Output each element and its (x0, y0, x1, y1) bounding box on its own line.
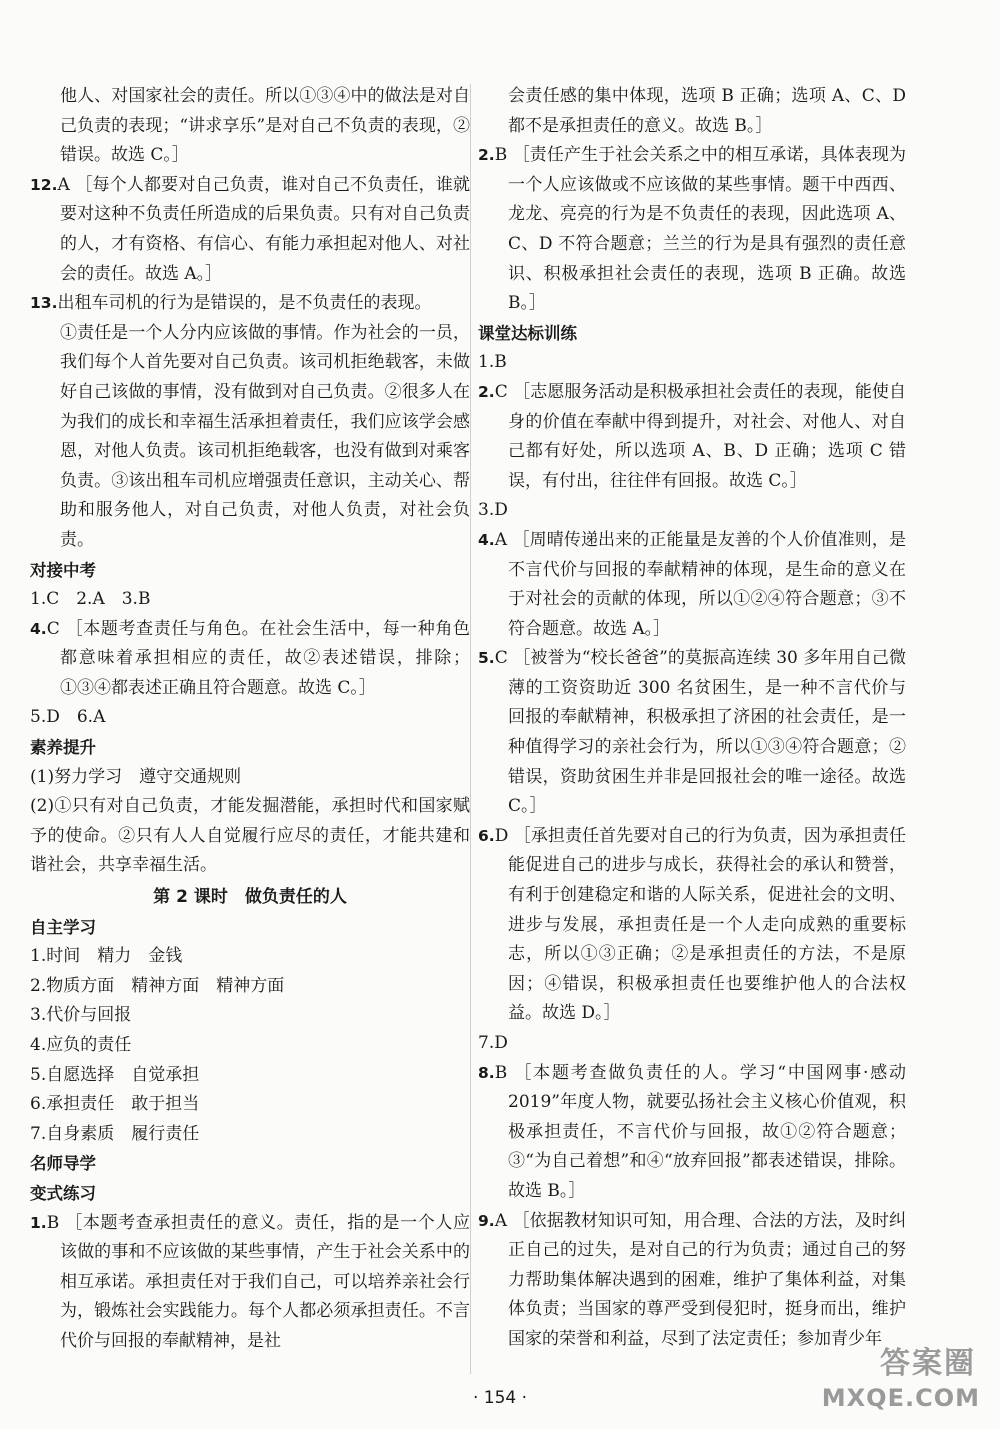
answer-text: C ［志愿服务活动是积极承担社会责任的表现，能使自身的价值在奉献中得到提升，对社会、对他人、对自己都有好处，所以选项 A、B、D 正确；选项 C 错误，有付出，往往伴有回报。故选 C。］ (494, 381, 906, 491)
answer-line: 4.应负的责任 (30, 1035, 132, 1055)
answer-z4 (30, 615, 470, 704)
section-heading: 对接中考 (30, 560, 96, 580)
answer-line: 5.自愿选择 自觉承担 (30, 1064, 200, 1085)
answer-line: 1.时间 精力 金钱 (30, 946, 183, 967)
answer-number: 13. (30, 294, 58, 313)
answer-text: C ［本题考查责任与角色。在社会生活中，每一种角色都意味着承担相应的责任，故②表述错误，排除；①③④都表述正确且符合题意。故选 C。］ (46, 618, 470, 698)
watermark-url: MXQE.COM (821, 1384, 980, 1412)
answer-line: 7.D (478, 1033, 508, 1053)
answer-number: 6. (478, 826, 495, 845)
answer-number: 9. (478, 1211, 495, 1230)
answer-line: 7.自身素质 履行责任 (30, 1123, 200, 1144)
section-heading: 课堂达标训练 (478, 323, 577, 343)
answer-text: D ［承担责任首先要对自己的行为负责，因为承担责任能促进自己的进步与成长，获得社会的承认和赞誉，有利于创建稳定和谐的人际关系，促进社会的文明、进步与发展，承担责任是一个人走向成熟的重要标志，所以①③正确；②是承担责任的方法，不是原因；④错误，积极承担责任也要维护他人的合法权益。故选 D。］ (494, 825, 906, 1024)
section-heading: 名师导学 (30, 1154, 96, 1174)
answer-text: B ［本题考查做负责任的人。学习“中国网事·感动 2019”年度人物，就要弘扬社会主义核心价值观，积极承担责任，不言代价与回报，故①②符合题意；③“为自己着想”和④“放弃回报”都表述错误，排除。故选 B。］ (494, 1062, 906, 1201)
answer-c2 (478, 378, 906, 496)
section-heading: 素养提升 (30, 738, 96, 758)
answer-number: 12. (30, 175, 58, 194)
answer-line: 6.承担责任 敢于担当 (30, 1094, 200, 1115)
right-column (478, 82, 906, 1355)
answer-text: 出租车司机的行为是错误的，是不负责任的表现。 (57, 293, 432, 314)
answer-13 (30, 289, 470, 319)
answer-c8 (478, 1059, 906, 1207)
page-number: · 154 · (472, 1388, 528, 1408)
answer-number: 2. (478, 146, 495, 165)
section-heading: 变式练习 (30, 1183, 96, 1203)
watermark-logo: 答案圈 (880, 1346, 976, 1381)
answer-line: 2.物质方面 精神方面 精神方面 (30, 975, 285, 996)
answer-number: 4. (478, 530, 495, 549)
answer-text: C ［被誉为“校长爸爸”的莫振高连续 30 多年用自己微薄的工资资助近 300 名贫困生，是一种不言代价与回报的奉献精神，积极承担了济困的社会责任，是一种值得学习的亲社会行为，所以①③④符合题意；②错误，资助贫困生并非是回报社会的唯一途径。故选 C。］ (494, 648, 906, 817)
column-divider (470, 84, 471, 1374)
answer-c9 (478, 1207, 906, 1355)
answer-c6 (478, 822, 906, 1029)
answer-number: 5. (478, 649, 495, 668)
answer-text: A ［依据教材知识可知，用合理、合法的方法，及时纠正自己的过失，是对自己的行为负责；通过自己的努力帮助集体解决遇到的困难，维护了集体利益，对集体负责；当国家的尊严受到侵犯时，挺身而出，维护国家的荣誉和利益，尽到了法定责任；参加青少年 (494, 1210, 906, 1349)
answer-continuation: 他人、对国家社会的责任。所以①③④中的做法是对自己负责的表现；“讲求享乐”是对自己不负责的表现，②错误。故选 C。］ (60, 86, 470, 166)
answer-text: B ［责任产生于社会关系之中的相互承诺，具体表现为一个人应该做或不应该做的某些事情。题干中西西、龙龙、亮亮的行为是不负责任的表现，因此选项 A、C、D 不符合题意；兰兰的行为是具有强烈的责任意识、积极承担社会责任的表现，选项 B 正确。故选 B。］ (494, 145, 906, 314)
answer-12 (30, 171, 470, 289)
left-column (30, 82, 470, 1357)
answer-b1 (30, 1209, 470, 1357)
lesson-title: 第 2 课时 做负责任的人 (153, 887, 347, 908)
answer-c5 (478, 644, 906, 822)
answer-number: 4. (30, 619, 47, 638)
answer-line: 3.代价与回报 (30, 1005, 132, 1026)
answer-number: 2. (478, 382, 495, 401)
answer-line: 1.B (478, 352, 507, 373)
answer-line: 1.C 2.A 3.B (30, 589, 151, 610)
section-heading: 自主学习 (30, 917, 96, 937)
answer-13-detail: ①责任是一个人分内应该做的事情。作为社会的一员，我们每个人首先要对自己负责。该司机拒绝载客，未做好自己该做的事情，没有做到对自己负责。②很多人在为我们的成长和幸福生活承担着责任，我们应该学会感恩，对他人负责。该司机拒绝载客，也没有做到对乘客负责。③该出租车司机应增强责任意识，主动关心、帮助和服务他人，对自己负责，对他人负责，对社会负责。 (60, 322, 470, 550)
answer-text: A ［周晴传递出来的正能量是友善的个人价值准则，是不言代价与回报的奉献精神的体现，是生命的意义在于对社会的贡献的体现，所以①②④符合题意；③不符合题意。故选 A。］ (494, 529, 906, 639)
answer-number: 8. (478, 1063, 495, 1082)
answer-line: (1)努力学习 遵守交通规则 (30, 766, 242, 787)
answer-paragraph: (2)①只有对自己负责，才能发掘潜能，承担时代和国家赋予的使命。②只有人人自觉履行应尽的责任，才能共建和谐社会，共享幸福生活。 (30, 796, 470, 876)
answer-c4 (478, 526, 906, 644)
answer-line: 5.D 6.A (30, 707, 106, 728)
answer-number: 1. (30, 1213, 47, 1232)
answer-text: A ［每个人都要对自己负责，谁对自己不负责任，谁就要对这种不负责任所造成的后果负责。只有对自己负责的人，才有资格、有信心、有能力承担起对他人、对社会的责任。故选 A。］ (57, 174, 470, 284)
answer-b2 (478, 141, 906, 319)
answer-text: B ［本题考查承担责任的意义。责任，指的是一个人应该做的事和不应该做的某些事情，产生于社会关系中的相互承诺。承担责任对于我们自己，可以培养亲社会行为，锻炼社会实践能力。每个人都必须承担责任。不言代价与回报的奉献精神，是社 (46, 1212, 470, 1351)
answer-line: 3.D (478, 500, 508, 521)
answer-continuation: 会责任感的集中体现，选项 B 正确；选项 A、C、D 都不是承担责任的意义。故选 B。］ (508, 86, 906, 136)
